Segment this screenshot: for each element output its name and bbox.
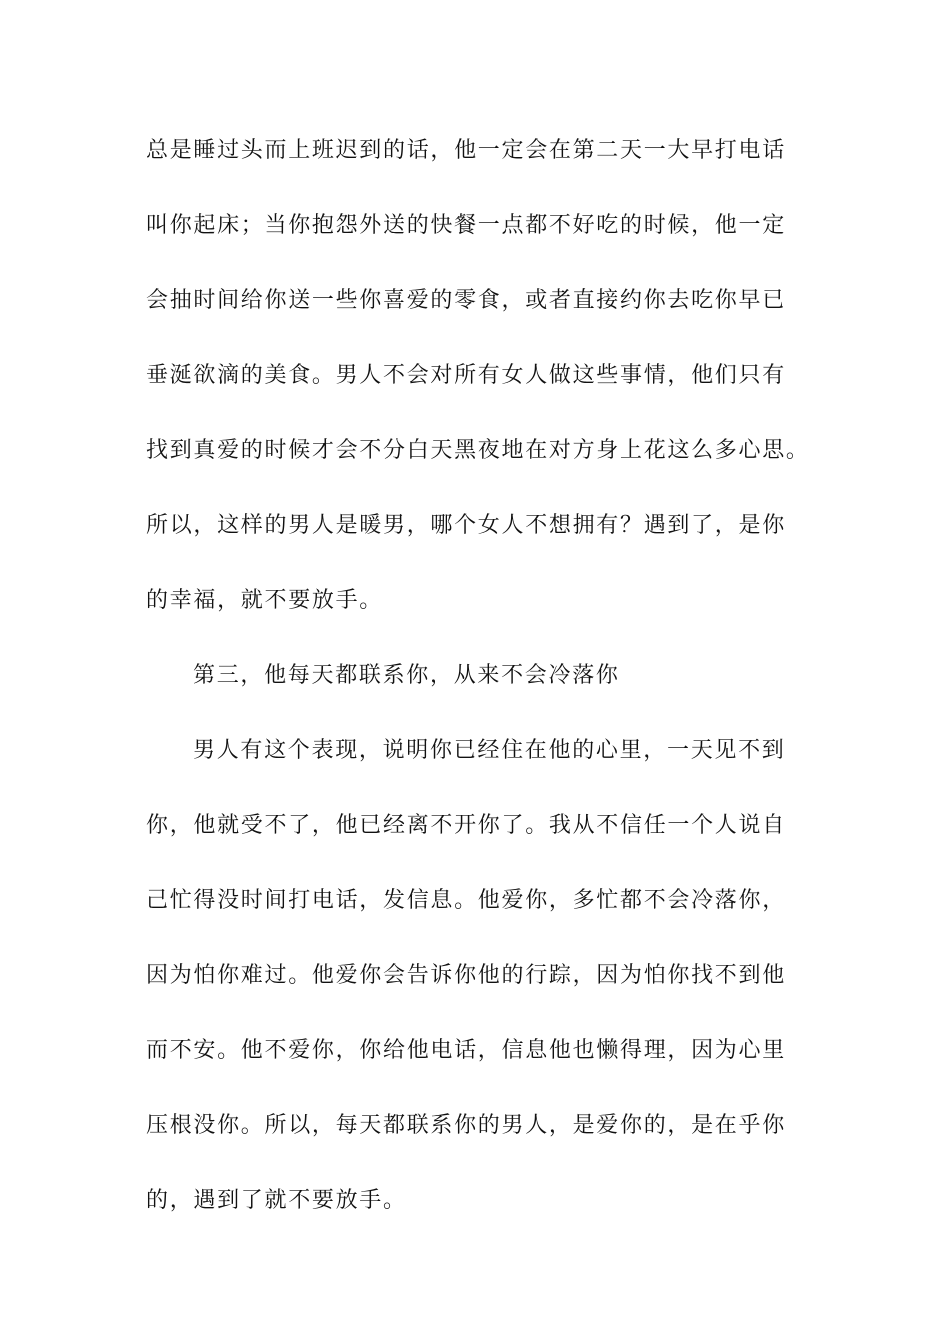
text-line: 而不安。他不爱你，你给他电话，信息他也懒得理，因为心里 <box>146 1038 786 1063</box>
text-line: 叫你起床；当你抱怨外送的快餐一点都不好吃的时候，他一定 <box>146 213 786 238</box>
section-heading: 第三，他每天都联系你，从来不会冷落你 <box>193 663 620 688</box>
text-line: 找到真爱的时候才会不分白天黑夜地在对方身上花这么多心思。 <box>146 438 810 463</box>
text-line: 己忙得没时间打电话，发信息。他爱你，多忙都不会冷落你， <box>146 888 786 913</box>
text-line: 所以，这样的男人是暖男，哪个女人不想拥有？遇到了，是你 <box>146 513 786 538</box>
text-line: 总是睡过头而上班迟到的话，他一定会在第二天一大早打电话 <box>146 138 786 163</box>
text-line: 你，他就受不了，他已经离不开你了。我从不信任一个人说自 <box>146 813 786 838</box>
text-line: 的幸福，就不要放手。 <box>146 588 384 613</box>
text-line: 会抽时间给你送一些你喜爱的零食，或者直接约你去吃你早已 <box>146 288 786 313</box>
text-line: 因为怕你难过。他爱你会告诉你他的行踪，因为怕你找不到他 <box>146 963 786 988</box>
text-line: 压根没你。所以，每天都联系你的男人，是爱你的，是在乎你 <box>146 1113 786 1138</box>
text-line: 垂涎欲滴的美食。男人不会对所有女人做这些事情，他们只有 <box>146 363 786 388</box>
text-line: 的，遇到了就不要放手。 <box>146 1188 407 1213</box>
text-line: 男人有这个表现，说明你已经住在他的心里，一天见不到 <box>193 738 786 763</box>
